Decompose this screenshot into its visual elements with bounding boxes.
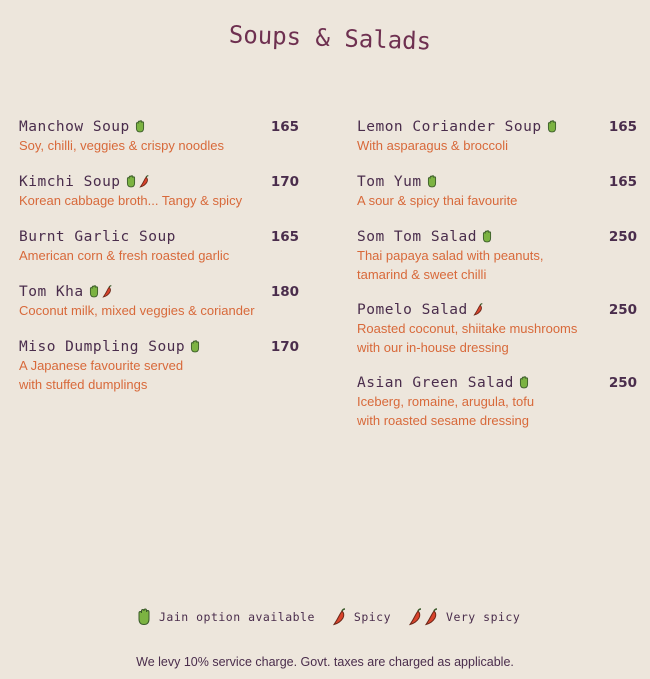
- menu-item-name: Som Tom Salad: [357, 229, 477, 245]
- menu-item-description: Thai papaya salad with peanuts, tamarind & sweet chilli: [357, 248, 544, 282]
- menu-item: [19, 118, 299, 156]
- menu-item-price: 165: [608, 119, 637, 135]
- legend-very-spicy-label: Very spicy: [446, 610, 521, 624]
- jain-icon: [546, 120, 558, 133]
- menu-item: [357, 173, 637, 211]
- menu-item: [19, 228, 299, 266]
- jain-icon: [189, 340, 201, 353]
- menu-item-description: A Japanese favourite served with stuffed dumplings: [19, 358, 184, 392]
- jain-icon: [518, 376, 530, 389]
- chilli-icon: [407, 608, 423, 626]
- legend-spicy-label: Spicy: [353, 610, 392, 624]
- menu-item-price: 180: [270, 284, 299, 300]
- chilli-icon: [331, 608, 347, 626]
- menu-item-price: 250: [608, 229, 637, 245]
- menu-item-description: Coconut milk, mixed veggies & coriander: [19, 303, 255, 318]
- chilli-icon: [101, 285, 113, 298]
- page-title: Soups & Salads: [228, 20, 432, 56]
- menu-item-description: Soy, chilli, veggies & crispy noodles: [19, 138, 224, 153]
- menu-item-price: 165: [608, 174, 637, 190]
- chilli-icon: [138, 175, 150, 188]
- menu-item-price: 170: [270, 174, 299, 190]
- menu-item: [357, 228, 637, 284]
- menu-item-name: Manchow Soup: [19, 119, 130, 135]
- menu-item-description: A sour & spicy thai favourite: [357, 193, 518, 208]
- jain-icon: [125, 175, 137, 188]
- menu-item: [357, 374, 637, 430]
- jain-icon: [136, 608, 152, 626]
- menu-item: [19, 283, 299, 321]
- menu-item-price: 250: [608, 375, 637, 391]
- menu-item-description: With asparagus & broccoli: [357, 138, 509, 153]
- menu-item-name: Kimchi Soup: [19, 174, 121, 190]
- service-charge-note: We levy 10% service charge. Govt. taxes are charged as applicable.: [136, 655, 514, 669]
- menu-item: [19, 173, 299, 211]
- jain-icon: [481, 230, 493, 243]
- menu-item-name: Tom Kha: [19, 284, 84, 300]
- menu-item-name: Tom Yum: [357, 174, 422, 190]
- chilli-icon: [472, 303, 484, 316]
- jain-icon: [88, 285, 100, 298]
- chilli-icon: [423, 608, 439, 626]
- jain-icon: [426, 175, 438, 188]
- menu-item-price: 165: [270, 229, 299, 245]
- menu-item-name: Lemon Coriander Soup: [357, 119, 542, 135]
- menu-item-description: Roasted coconut, shiitake mushrooms with our in-house dressing: [357, 321, 578, 355]
- menu-item-price: 165: [270, 119, 299, 135]
- menu-item: [357, 118, 637, 156]
- jain-icon: [134, 120, 146, 133]
- menu-item-description: Korean cabbage broth... Tangy & spicy: [19, 193, 243, 208]
- legend-jain-label: Jain option available: [159, 610, 315, 624]
- menu-item-name: Asian Green Salad: [357, 375, 514, 391]
- legend: [136, 606, 520, 628]
- menu-item-description: Iceberg, romaine, arugula, tofu with roasted sesame dressing: [357, 394, 535, 428]
- menu-item: [357, 301, 637, 357]
- menu-item-name: Pomelo Salad: [357, 302, 468, 318]
- menu-item-name: Burnt Garlic Soup: [19, 229, 176, 245]
- menu-item-price: 250: [608, 302, 637, 318]
- menu-item: [19, 338, 299, 394]
- menu-item-price: 170: [270, 339, 299, 355]
- menu-item-name: Miso Dumpling Soup: [19, 339, 186, 355]
- menu-item-description: American corn & fresh roasted garlic: [19, 248, 230, 263]
